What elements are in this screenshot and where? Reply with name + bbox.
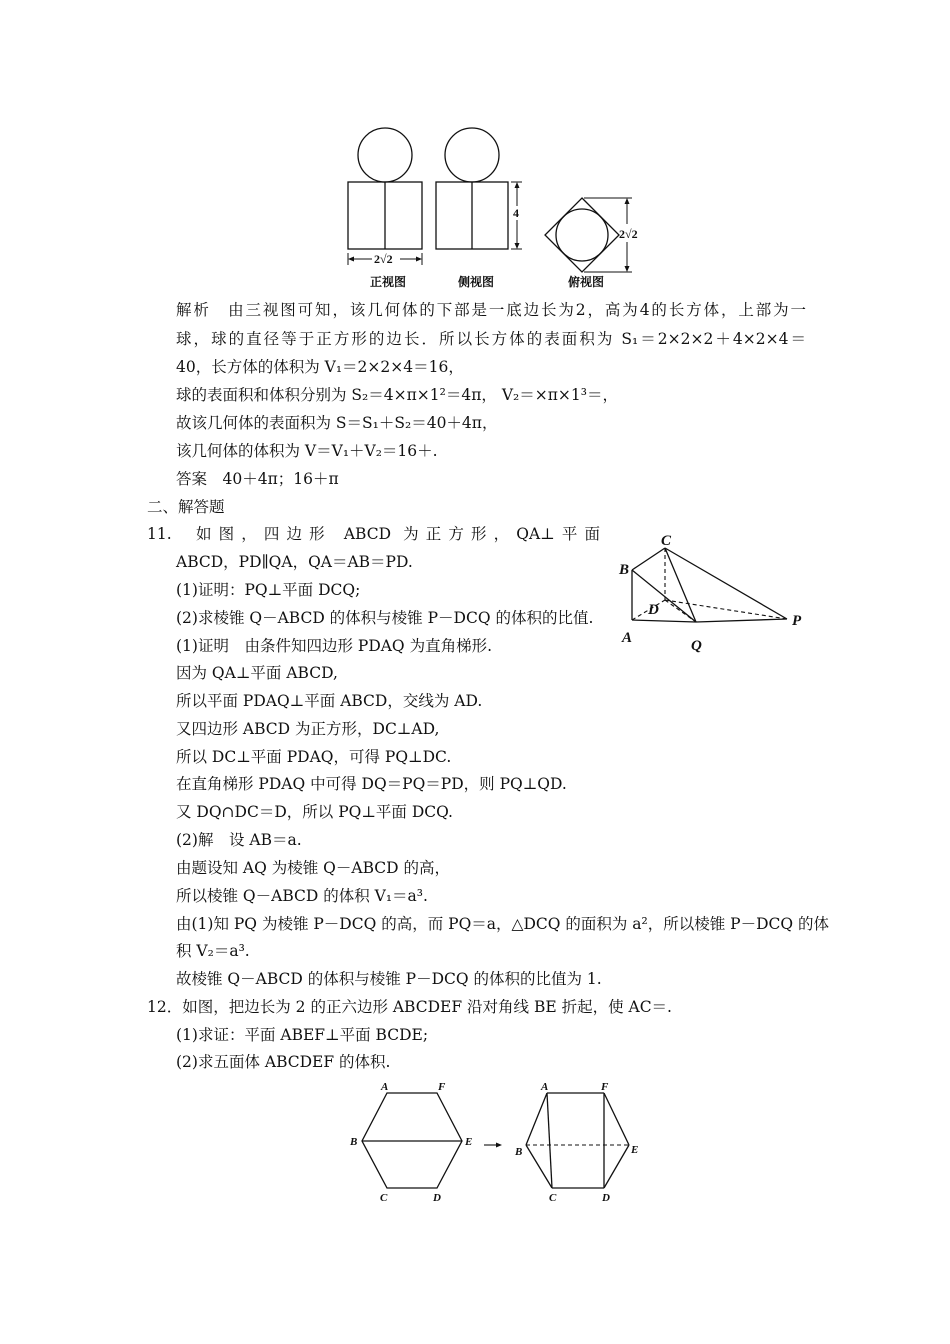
q12-folded-solid <box>526 1093 629 1188</box>
q11-proof-7: 又 DQ∩DC＝D，所以 PQ⊥平面 DCQ. <box>176 803 453 821</box>
q12-right-d: D <box>602 1192 610 1204</box>
solution-line-3: 40，长方体的体积为 V₁＝2×2×4＝16， <box>176 358 464 376</box>
section-title: 二、解答题 <box>147 498 225 516</box>
q11-solve-4: 由(1)知 PQ 为棱锥 P－DCQ 的高，而 PQ＝a，△DCQ 的面积为 a²，所以棱锥 P－DCQ 的体 <box>176 915 830 933</box>
q11-line-2: ABCD，PD∥QA，QA＝AB＝PD. <box>176 553 413 571</box>
q12-right-c: C <box>549 1192 557 1204</box>
q12-left-e: E <box>465 1136 473 1148</box>
q11-proof-2: 因为 QA⊥平面 ABCD, <box>176 664 338 682</box>
q11-solve-1: (2)解 设 AB＝a. <box>176 831 302 849</box>
q11-figure <box>612 532 812 654</box>
solution-line-5: 故该几何体的表面积为 S＝S₁＋S₂＝40＋4π， <box>176 414 498 432</box>
q11-proof-6: 在直角梯形 PDAQ 中可得 DQ＝PQ＝PD，则 PQ⊥QD. <box>176 775 567 793</box>
solution-line-6: 该几何体的体积为 V＝V₁＋V₂＝16＋. <box>176 442 438 460</box>
q11-solve-5: 积 V₂＝a³. <box>176 942 250 960</box>
answer-line: 答案 40＋4π；16＋π <box>176 470 339 488</box>
side-view <box>436 128 522 249</box>
front-view-caption: 正视图 <box>370 275 407 289</box>
q12-right-a: A <box>541 1081 549 1093</box>
q12-part-1: (1)求证：平面 ABEF⊥平面 BCDE; <box>176 1026 429 1044</box>
q11-proof-3: 所以平面 PDAQ⊥平面 ABCD，交线为 AD. <box>176 692 483 710</box>
side-view-caption: 侧视图 <box>458 275 495 289</box>
q12-line-1: 12．如图，把边长为 2 的正六边形 ABCDEF 沿对角线 BE 折起，使 AC＝. <box>147 998 672 1016</box>
q11-number: 11. <box>147 525 172 543</box>
side-height-label: 4 <box>513 206 519 220</box>
q12-right-b: B <box>515 1146 523 1158</box>
three-views-figure <box>330 120 660 292</box>
q12-left-a: A <box>381 1081 389 1093</box>
fold-arrow <box>484 1143 502 1148</box>
q12-left-f: F <box>438 1081 446 1093</box>
q11-label-c: C <box>661 533 672 549</box>
top-view-caption: 俯视图 <box>568 275 605 289</box>
q11-proof-4: 又四边形 ABCD 为正方形，DC⊥AD, <box>176 720 440 738</box>
q11-label-d: D <box>648 602 659 618</box>
q11-label-p: P <box>792 613 802 629</box>
q12-left-b: B <box>350 1136 358 1148</box>
solution-line-2: 球，球的直径等于正方形的边长．所以长方体的表面积为 S₁＝2×2×2＋4×2×4＝ <box>176 330 806 348</box>
q11-label-a: A <box>622 630 633 646</box>
q11-label-q: Q <box>691 638 702 654</box>
q11-line-1: 如图，四边形 ABCD 为正方形，QA⊥平面 <box>196 525 600 543</box>
q12-left-d: D <box>433 1192 441 1204</box>
q11-solve-6: 故棱锥 Q－ABCD 的体积与棱锥 P－DCQ 的体积的比值为 1. <box>176 970 602 988</box>
q11-solve-2: 由题设知 AQ 为棱锥 Q－ABCD 的高， <box>176 859 450 877</box>
q12-flat-hexagon <box>362 1093 462 1188</box>
front-width-label: 2√2 <box>374 252 393 266</box>
q11-part-2: (2)求棱锥 Q－ABCD 的体积与棱锥 P－DCQ 的体积的比值. <box>176 609 594 627</box>
q11-proof-5: 所以 DC⊥平面 PDAQ，可得 PQ⊥DC. <box>176 748 452 766</box>
q12-right-e: E <box>631 1144 639 1156</box>
q11-solve-3: 所以棱锥 Q－ABCD 的体积 V₁＝a³. <box>176 887 428 905</box>
q12-figure <box>340 1080 650 1210</box>
q12-right-f: F <box>601 1081 609 1093</box>
front-view <box>348 128 422 265</box>
q12-left-c: C <box>380 1192 388 1204</box>
q11-part-1: (1)证明：PQ⊥平面 DCQ; <box>176 581 361 599</box>
solution-line-4: 球的表面积和体积分别为 S₂＝4×π×1²＝4π， V₂＝×π×1³＝， <box>176 386 618 404</box>
top-diag-label: 2√2 <box>619 227 638 241</box>
q12-part-2: (2)求五面体 ABCDEF 的体积. <box>176 1053 391 1071</box>
solution-line-1: 解析 由三视图可知，该几何体的下部是一底边长为2，高为4的长方体，上部为一 <box>176 301 806 319</box>
q11-proof-1: (1)证明 由条件知四边形 PDAQ 为直角梯形. <box>176 637 492 655</box>
q11-label-b: B <box>619 562 630 578</box>
